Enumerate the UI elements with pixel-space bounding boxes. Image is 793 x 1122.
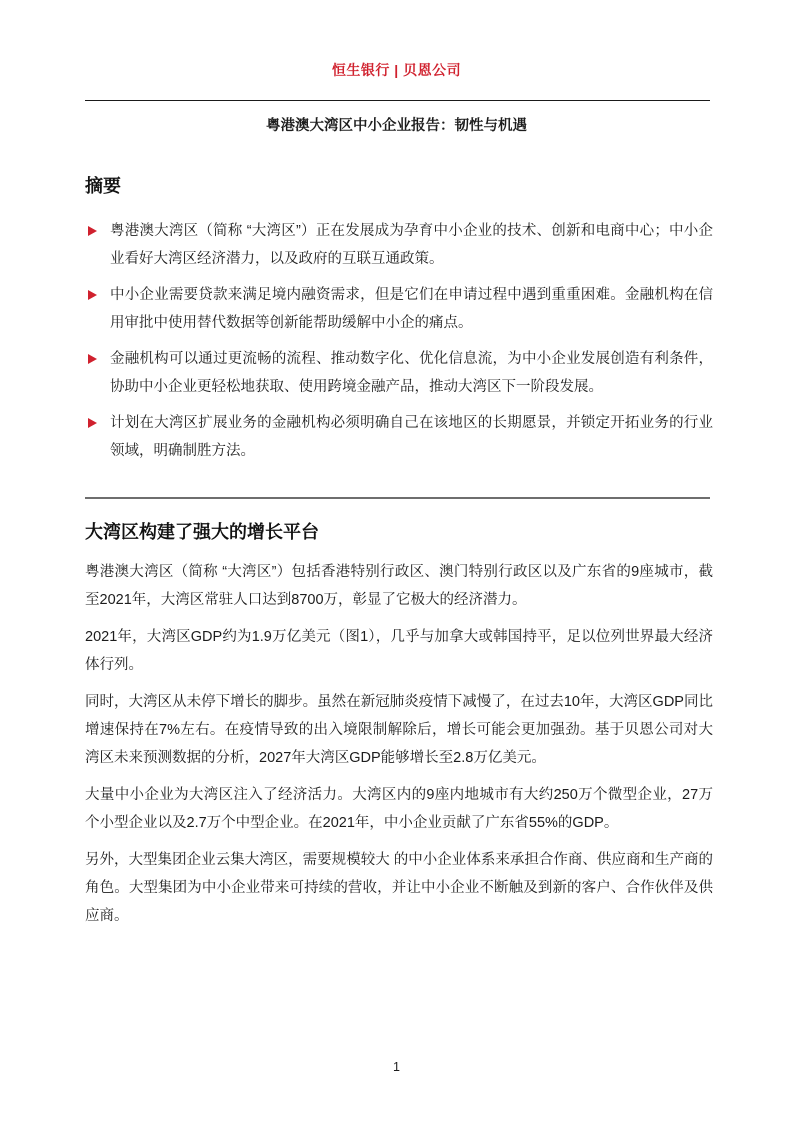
section-divider: [85, 497, 710, 499]
summary-bullet-item: [85, 345, 713, 401]
bullet-triangle-icon: [88, 418, 97, 428]
section-body: [85, 558, 713, 939]
bullet-triangle-icon: [88, 354, 97, 364]
body-paragraph: 同时，大湾区从未停下增长的脚步。虽然在新冠肺炎疫情下减慢了，在过去10年，大湾区GDP同比增速保持在7%左右。在疫情导致的出入境限制解除后，增长可能会更加强劲。基于贝恩公司对大湾区未来预测数据的分析，2027年大湾区GDP能够增长至2.8万亿美元。: [85, 694, 713, 766]
summary-bullet-text: 中小企业需要贷款来满足境内融资需求，但是它们在申请过程中遇到重重困难。金融机构在信用审批中使用替代数据等创新能帮助缓解中小企的痛点。: [110, 287, 713, 331]
summary-bullet-list: [85, 217, 713, 473]
header-brand: 恒生银行 | 贝恩公司: [331, 62, 462, 78]
summary-bullet-item: [85, 217, 713, 273]
summary-bullet-text: 计划在大湾区扩展业务的金融机构必须明确自己在该地区的长期愿景，并锁定开拓业务的行业领域，明确制胜方法。: [110, 415, 713, 459]
summary-bullet-text: 粤港澳大湾区（简称 “大湾区”）正在发展成为孕育中小企业的技术、创新和电商中心；中小企业看好大湾区经济潜力，以及政府的互联互通政策。: [110, 223, 713, 267]
summary-heading: 摘要: [85, 176, 121, 196]
summary-bullet-item: [85, 281, 713, 337]
summary-bullet-item: [85, 409, 713, 465]
body-paragraph: 大量中小企业为大湾区注入了经济活力。大湾区内的9座内地城市有大约250万个微型企业，27万个小型企业以及2.7万个中型企业。在2021年，中小企业贡献了广东省55%的GDP。: [85, 787, 713, 831]
body-paragraph: 粤港澳大湾区（简称 “大湾区”）包括香港特别行政区、澳门特别行政区以及广东省的9座城市，截至2021年，大湾区常驻人口达到8700万，彰显了它极大的经济潜力。: [85, 564, 713, 608]
report-title: 粤港澳大湾区中小企业报告：韧性与机遇: [266, 118, 527, 134]
body-paragraph: 2021年，大湾区GDP约为1.9万亿美元（图1），几乎与加拿大或韩国持平，足以位列世界最大经济体行列。: [85, 629, 713, 673]
bullet-triangle-icon: [88, 290, 97, 300]
bullet-triangle-icon: [88, 226, 97, 236]
header-divider: [85, 100, 710, 101]
body-paragraph: 另外，大型集团企业云集大湾区，需要规模较大 的中小企业体系来承担合作商、供应商和生产商的角色。大型集团为中小企业带来可持续的营收，并让中小企业不断触及到新的客户、合作伙伴及供应商。: [85, 852, 713, 924]
page-number: 1: [393, 1060, 400, 1074]
section-heading: 大湾区构建了强大的增长平台: [85, 522, 319, 542]
summary-bullet-text: 金融机构可以通过更流畅的流程、推动数字化、优化信息流，为中小企业发展创造有利条件，协助中小企业更轻松地获取、使用跨境金融产品，推动大湾区下一阶段发展。: [110, 351, 713, 395]
